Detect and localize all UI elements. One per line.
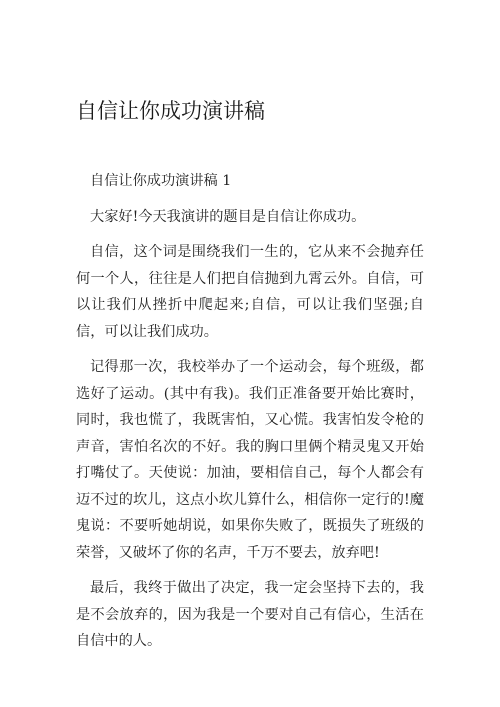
- document-title: 自信让你成功演讲稿: [76, 99, 265, 123]
- document-body: [76, 168, 424, 664]
- paragraph-story: 记得那一次，我校举办了一个运动会，每个班级，都选好了运动。(其中有我)。我们正准备要开始比赛时，同时，我也慌了，我既害怕，又心慌。我害怕发令枪的声音，害怕名次的不好。我的胸口里俩个精灵鬼又开始打嘴仗了。天使说：加油，要相信自己，每个人都会有迈不过的坎儿，这点小坎儿算什么，相信你一定行的!魔鬼说：不要听她胡说，如果你失败了，既损失了班级的荣誉，又破坏了你的名声，千万不要去，放弃吧!: [76, 359, 424, 561]
- paragraph-subtitle: 自信让你成功演讲稿 1: [90, 173, 232, 189]
- paragraph-greeting: 大家好!今天我演讲的题目是自信让你成功。: [90, 208, 366, 225]
- paragraph-conclusion: 最后，我终于做出了决定，我一定会坚持下去的，我是不会放弃的，因为我是一个要对自己有信心，生活在自信中的人。: [76, 580, 424, 649]
- paragraph-confidence: 自信，这个词是围绕我们一生的，它从来不会抛弃任何一个人，往往是人们把自信抛到九霄云外。自信，可以让我们从挫折中爬起来;自信，可以让我们坚强;自信，可以让我们成功。: [76, 244, 424, 340]
